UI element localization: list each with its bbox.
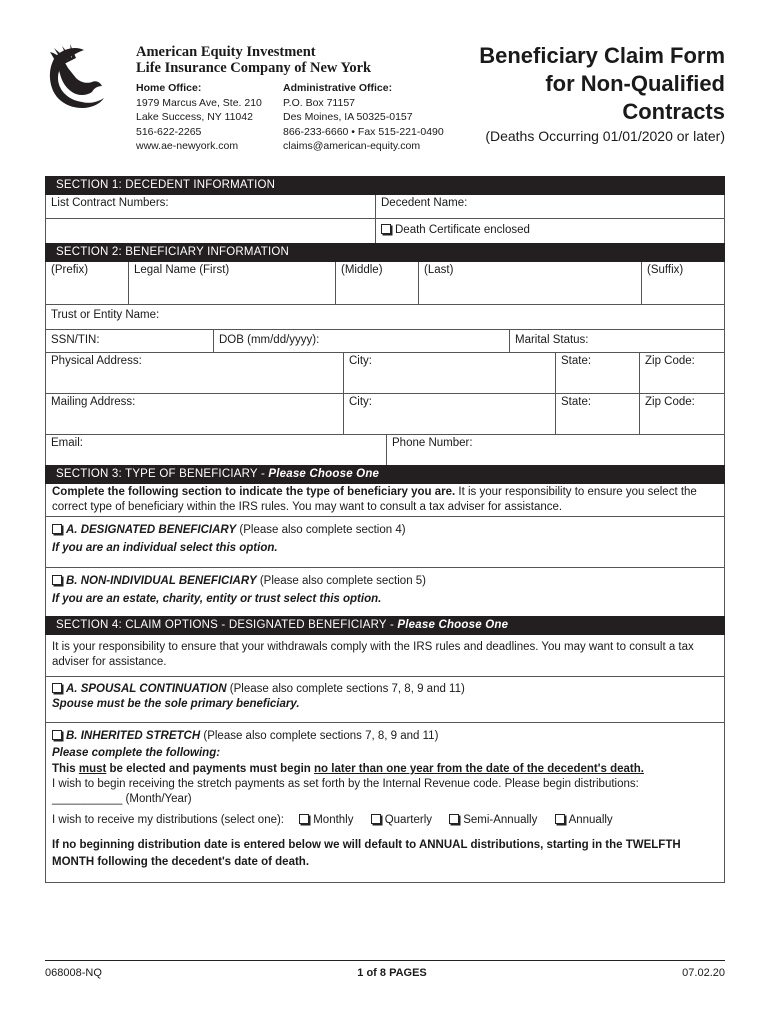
- dob-label: DOB (mm/dd/yyyy):: [219, 334, 320, 346]
- admin-office-block: [283, 81, 444, 154]
- phone-field[interactable]: [386, 435, 724, 465]
- physical-zip-label: Zip Code:: [645, 355, 695, 367]
- decedent-name-label: Decedent Name:: [381, 197, 468, 209]
- mailing-address-label: Mailing Address:: [51, 396, 136, 408]
- decedent-name-field[interactable]: [375, 195, 724, 218]
- section1-row2: [45, 219, 725, 243]
- non-individual-beneficiary-sub: If you are an estate, charity, entity or trust select this option.: [52, 593, 382, 605]
- home-office-phone: 516-622-2265: [136, 125, 202, 138]
- spousal-continuation-label: A. SPOUSAL CONTINUATION: [66, 683, 227, 695]
- physical-zip-field[interactable]: [639, 353, 724, 393]
- ssn-field[interactable]: [46, 330, 213, 352]
- freq-quarterly-label: Quarterly: [384, 814, 432, 826]
- form-subtitle: (Deaths Occurring 01/01/2020 or later): [485, 128, 725, 144]
- contact-row: [45, 435, 725, 465]
- form-title-line2: for Non-Qualified: [545, 71, 725, 96]
- home-office-block: [136, 81, 262, 154]
- freq-annually-option[interactable]: [555, 814, 613, 826]
- company-name-line1: American Equity Investment: [136, 44, 316, 60]
- admin-office-pobox: P.O. Box 71157: [283, 96, 355, 109]
- physical-city-label: City:: [349, 355, 372, 367]
- section3-title-emphasis: Please Choose One: [268, 468, 380, 480]
- frequency-label: I wish to receive my distributions (select one):: [52, 814, 285, 826]
- designated-beneficiary-option[interactable]: [45, 517, 725, 568]
- contract-numbers-label: List Contract Numbers:: [51, 197, 169, 209]
- dob-field[interactable]: [213, 330, 509, 352]
- section4-header: [45, 616, 725, 635]
- designated-beneficiary-sub: If you are an individual select this option.: [52, 542, 278, 554]
- inherited-stretch-checkbox[interactable]: [52, 730, 62, 740]
- non-individual-beneficiary-label: B. NON-INDIVIDUAL BENEFICIARY: [66, 575, 257, 587]
- section1-header: SECTION 1: DECEDENT INFORMATION: [45, 176, 725, 195]
- please-complete-label: Please complete the following:: [52, 747, 221, 759]
- form-title: [479, 42, 725, 126]
- mailing-zip-label: Zip Code:: [645, 396, 695, 408]
- freq-annually-checkbox[interactable]: [555, 814, 565, 824]
- first-name-label: Legal Name (First): [134, 264, 230, 276]
- admin-office-phone: 866-233-6660 • Fax 515-221-0490: [283, 125, 444, 138]
- contract-numbers-field[interactable]: [46, 195, 375, 218]
- middle-name-label: (Middle): [341, 264, 383, 276]
- mailing-address-field[interactable]: [46, 394, 343, 434]
- designated-beneficiary-label: A. DESIGNATED BENEFICIARY: [66, 524, 237, 536]
- death-cert-cell: [375, 219, 724, 243]
- freq-semiannually-option[interactable]: [449, 814, 537, 826]
- mailing-zip-field[interactable]: [639, 394, 724, 434]
- admin-office-email[interactable]: claims@american-equity.com: [283, 140, 421, 152]
- month-year-field[interactable]: ___________ (Month/Year): [52, 793, 192, 805]
- mailing-state-field[interactable]: [555, 394, 639, 434]
- physical-address-row: [45, 353, 725, 394]
- prefix-field[interactable]: [46, 262, 128, 304]
- last-name-label: (Last): [424, 264, 454, 276]
- spousal-continuation-note: (Please also complete sections 7, 8, 9 and 11): [226, 683, 465, 695]
- form-number: 068008-NQ: [45, 967, 102, 979]
- non-individual-beneficiary-option[interactable]: [45, 568, 725, 616]
- default-distribution-note: If no beginning distribution date is entered below we will default to ANNUAL distributions, starting in the TWELFTH MONTH following the decedent's date of death.: [52, 839, 681, 868]
- mailing-city-label: City:: [349, 396, 372, 408]
- form-date: 07.02.20: [682, 967, 725, 979]
- must-text-3: be elected and payments must begin: [106, 763, 315, 775]
- first-name-field[interactable]: [128, 262, 335, 304]
- trust-entity-field[interactable]: [46, 305, 724, 329]
- home-office-heading: Home Office:: [136, 82, 202, 94]
- non-individual-beneficiary-note: (Please also complete section 5): [256, 575, 427, 587]
- freq-quarterly-checkbox[interactable]: [371, 814, 381, 824]
- home-office-city: Lake Success, NY 11042: [136, 111, 253, 123]
- mailing-city-field[interactable]: [343, 394, 555, 434]
- section3-intro-bold: Complete the following section to indicate the type of beneficiary you are.: [52, 486, 456, 498]
- form-title-line1: Beneficiary Claim Form: [479, 43, 725, 68]
- trust-entity-label: Trust or Entity Name:: [51, 309, 160, 321]
- mailing-address-row: [45, 394, 725, 435]
- death-cert-checkbox[interactable]: [381, 224, 391, 234]
- mailing-state-label: State:: [561, 396, 592, 408]
- email-field[interactable]: [46, 435, 386, 465]
- page-footer: [45, 960, 725, 979]
- last-name-field[interactable]: [418, 262, 641, 304]
- section1-blank-cell: [46, 219, 375, 243]
- section3-header: [45, 465, 725, 484]
- inherited-stretch-label: B. INHERITED STRETCH: [66, 730, 201, 742]
- section4-intro: It is your responsibility to ensure that your withdrawals comply with the IRS rules and deadlines. You may want to consult a tax adviser for assistance.: [45, 635, 725, 677]
- company-name: [136, 44, 371, 76]
- must-text-2: must: [78, 763, 107, 775]
- home-office-street: 1979 Marcus Ave, Ste. 210: [136, 96, 262, 109]
- middle-name-field[interactable]: [335, 262, 418, 304]
- email-label: Email:: [51, 437, 83, 449]
- admin-office-heading: Administrative Office:: [283, 82, 393, 94]
- page-count: 1 of 8 PAGES: [357, 967, 427, 979]
- section2-header: SECTION 2: BENEFICIARY INFORMATION: [45, 243, 725, 262]
- home-office-website[interactable]: www.ae-newyork.com: [136, 140, 239, 152]
- claim-form: [45, 176, 725, 883]
- spousal-continuation-sub: Spouse must be the sole primary beneficiary.: [52, 698, 300, 710]
- ssn-dob-row: [45, 330, 725, 353]
- section1-row1: [45, 195, 725, 219]
- spousal-continuation-checkbox[interactable]: [52, 683, 62, 693]
- suffix-field[interactable]: [641, 262, 724, 304]
- freq-semiannually-label: Semi-Annually: [463, 814, 538, 826]
- freq-monthly-option[interactable]: [299, 814, 353, 826]
- designated-beneficiary-note: (Please also complete section 4): [236, 524, 406, 536]
- physical-state-label: State:: [561, 355, 592, 367]
- physical-address-field[interactable]: [46, 353, 343, 393]
- non-individual-beneficiary-checkbox[interactable]: [52, 575, 62, 585]
- frequency-row: [52, 813, 718, 828]
- admin-office-city: Des Moines, IA 50325-0157: [283, 111, 413, 123]
- physical-city-field[interactable]: [343, 353, 555, 393]
- designated-beneficiary-checkbox[interactable]: [52, 524, 62, 534]
- inherited-stretch-option[interactable]: [45, 723, 725, 883]
- begin-distributions-text: I wish to begin receiving the stretch payments as set forth by the Internal Revenue code. Please begin distributions:: [52, 778, 639, 790]
- section4-title-emphasis: Please Choose One: [397, 619, 509, 631]
- physical-state-field[interactable]: [555, 353, 639, 393]
- section3-intro: [45, 484, 725, 517]
- prefix-label: (Prefix): [51, 264, 89, 276]
- inherited-stretch-note: (Please also complete sections 7, 8, 9 and 11): [200, 730, 439, 742]
- suffix-label: (Suffix): [647, 264, 684, 276]
- phone-label: Phone Number:: [392, 437, 473, 449]
- marital-status-field[interactable]: [509, 330, 724, 352]
- section4-title: SECTION 4: CLAIM OPTIONS - DESIGNATED BENEFICIARY -: [56, 619, 398, 631]
- trust-row: [45, 305, 725, 330]
- ssn-label: SSN/TIN:: [51, 334, 100, 346]
- freq-quarterly-option[interactable]: [371, 814, 432, 826]
- must-text-1: This: [52, 763, 79, 775]
- must-elect-text: [52, 762, 718, 777]
- physical-address-label: Physical Address:: [51, 355, 142, 367]
- death-cert-label: Death Certificate enclosed: [395, 224, 530, 236]
- eagle-logo-icon: [46, 44, 108, 114]
- spousal-continuation-option[interactable]: [45, 677, 725, 723]
- section3-title: SECTION 3: TYPE OF BENEFICIARY -: [56, 468, 269, 480]
- company-name-line2: Life Insurance Company of New York: [136, 60, 372, 76]
- freq-semiannually-checkbox[interactable]: [449, 814, 459, 824]
- legal-name-row: [45, 262, 725, 305]
- form-title-line3: Contracts: [622, 99, 725, 124]
- must-text-4: no later than one year from the date of the decedent's death.: [314, 763, 644, 775]
- marital-status-label: Marital Status:: [515, 334, 589, 346]
- section3-intro-text: It is your responsibility to ensure you select the correct type of beneficiary within the IRS rules. You may want to consult a tax adviser for assistance.: [52, 486, 697, 513]
- freq-monthly-checkbox[interactable]: [299, 814, 309, 824]
- freq-annually-label: Annually: [568, 814, 613, 826]
- freq-monthly-label: Monthly: [313, 814, 354, 826]
